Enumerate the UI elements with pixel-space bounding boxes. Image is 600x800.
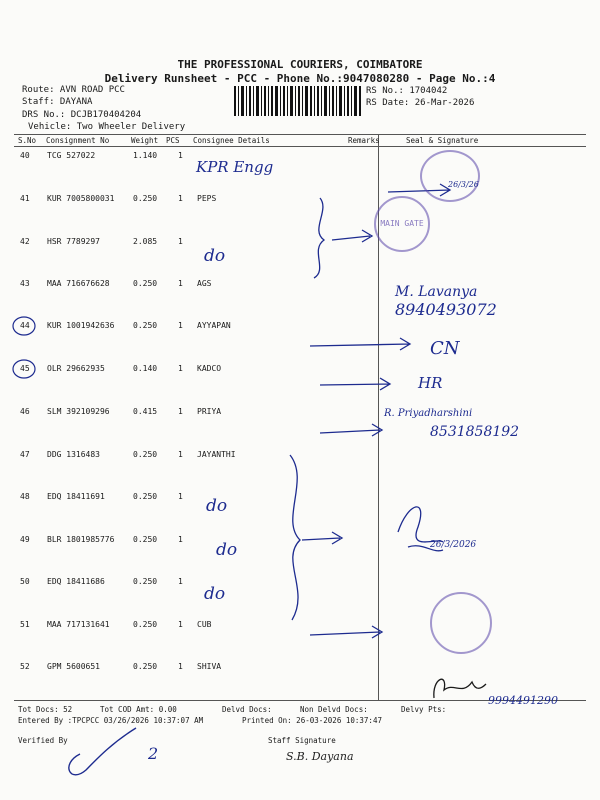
handwritten-phone: 8531858192 [430, 424, 520, 440]
row-pcs: 1 [178, 237, 183, 246]
row-consignment: DDG 1316483 [47, 450, 100, 459]
vehicle-label: Vehicle: Two Wheeler Delivery [28, 122, 186, 132]
row-sno: 49 [20, 535, 30, 544]
circled-row-marks [10, 312, 38, 382]
delivered-docs: Delvd Docs: [222, 705, 272, 714]
handwritten-signature-scribble [388, 492, 448, 562]
drs-number: DRS No.: DCJB170404204 [22, 110, 142, 120]
document-title: THE PROFESSIONAL COURIERS, COIMBATORE [177, 58, 423, 71]
non-delivered-docs: Non Delvd Docs: [300, 705, 368, 714]
seal-stamp [420, 150, 480, 202]
entered-by: Entered By :TPCPCC 03/26/2026 10:37:07 AM [18, 716, 204, 725]
handwritten-signature-scribble [428, 668, 488, 704]
row-weight: 0.250 [133, 492, 158, 501]
row-handwritten-note: do [206, 496, 228, 516]
row-sno: 42 [20, 237, 30, 246]
row-weight: 0.250 [133, 279, 158, 288]
row-sno: 41 [20, 194, 30, 203]
document-subtitle: Delivery Runsheet - PCC - Phone No.:9047080280 - Page No.:4 [104, 72, 496, 85]
row-sno: 47 [20, 450, 30, 459]
row-pcs: 1 [178, 662, 183, 671]
handwritten-phone: 8940493072 [395, 300, 497, 319]
handwritten-mark: CN [430, 338, 460, 359]
row-sno: 50 [20, 577, 30, 586]
row-handwritten-note: KPR Engg [196, 158, 274, 176]
row-pcs: 1 [178, 194, 183, 203]
col-weight-header: Weight [131, 136, 159, 145]
row-weight: 1.140 [133, 151, 158, 160]
row-consignment: SLM 392109296 [47, 407, 110, 416]
delivery-points: Delvy Pts: [401, 705, 447, 714]
row-pcs: 1 [178, 279, 183, 288]
rs-number: RS No.: 1704042 [366, 86, 448, 96]
col-sno-header: S.No [18, 136, 37, 145]
row-pcs: 1 [178, 407, 183, 416]
verified-by-label: Verified By [18, 736, 68, 745]
row-sno: 40 [20, 151, 30, 160]
col-seal-header: Seal & Signature [406, 136, 479, 145]
handwritten-mark: 2 [148, 744, 159, 763]
row-weight: 0.250 [133, 577, 158, 586]
row-handwritten-note: do [216, 540, 238, 560]
row-sno: 51 [20, 620, 30, 629]
row-consignment: EDQ 18411691 [47, 492, 105, 501]
row-pcs: 1 [178, 321, 183, 330]
route-label: Route: AVN ROAD PCC [22, 85, 125, 95]
row-pcs: 1 [178, 151, 183, 160]
row-consignment: HSR 7789297 [47, 237, 100, 246]
total-cod-amount: Tot COD Amt: 0.00 [100, 705, 177, 714]
row-consignment: BLR 1801985776 [47, 535, 115, 544]
row-consignee: AYYAPAN [197, 321, 231, 330]
row-pcs: 1 [178, 577, 183, 586]
row-sno: 45 [20, 364, 30, 373]
row-weight: 0.140 [133, 364, 158, 373]
row-consignee: SHIVA [197, 662, 222, 671]
handwritten-date: 26/3/2026 [430, 540, 477, 550]
row-weight: 0.250 [133, 620, 158, 629]
handwritten-date: 26/3/26 [448, 180, 479, 189]
row-sno: 46 [20, 407, 30, 416]
col-pcs-header: PCS [166, 136, 180, 145]
col-consignee-header: Consignee Details [193, 136, 270, 145]
row-handwritten-note: do [204, 246, 226, 266]
row-sno: 52 [20, 662, 30, 671]
total-docs: Tot Docs: 52 [18, 705, 73, 714]
row-sno: 48 [20, 492, 30, 501]
col-consignment-header: Consignment No [46, 136, 110, 145]
staff-handwritten-signature: S.B. Dayana [286, 750, 354, 763]
row-weight: 0.250 [133, 450, 158, 459]
staff-label: Staff: DAYANA [22, 97, 93, 107]
row-pcs: 1 [178, 450, 183, 459]
row-pcs: 1 [178, 492, 183, 501]
staff-signature-label: Staff Signature [268, 736, 336, 745]
row-consignment: EDQ 18411686 [47, 577, 105, 586]
verified-signature-scribble [60, 724, 140, 784]
main-gate-stamp: MAIN GATE [374, 196, 430, 252]
row-weight: 0.250 [133, 194, 158, 203]
row-consignee: CUB [197, 620, 212, 629]
row-consignment: KUR 7005800031 [47, 194, 115, 203]
rs-date: RS Date: 26-Mar-2026 [366, 98, 475, 108]
row-consignment: OLR 29662935 [47, 364, 105, 373]
row-weight: 0.250 [133, 662, 158, 671]
handwritten-signature: R. Priyadharshini [384, 408, 473, 419]
row-consignee: PRIYA [197, 407, 222, 416]
row-consignee: PEPS [197, 194, 217, 203]
row-consignment: TCG 527022 [47, 151, 96, 160]
handwritten-signature: M. Lavanya [395, 284, 478, 300]
col-remarks-header: Remarks [348, 136, 380, 145]
row-consignment: GPM 5600651 [47, 662, 100, 671]
row-consignee: KADCO [197, 364, 222, 373]
row-consignment: MAA 716676628 [47, 279, 110, 288]
row-consignee: AGS [197, 279, 212, 288]
printed-on: Printed On: 26-03-2026 10:37:47 [242, 716, 382, 725]
seal-stamp [430, 592, 492, 654]
row-weight: 0.250 [133, 535, 158, 544]
row-sno: 43 [20, 279, 30, 288]
row-weight: 2.085 [133, 237, 158, 246]
row-pcs: 1 [178, 620, 183, 629]
row-consignment: KUR 1001942636 [47, 321, 115, 330]
row-sno: 44 [20, 321, 30, 330]
row-weight: 0.415 [133, 407, 158, 416]
handwritten-mark: HR [418, 374, 443, 392]
handwritten-phone: 9994491290 [488, 694, 558, 707]
row-handwritten-note: do [204, 584, 226, 604]
row-pcs: 1 [178, 364, 183, 373]
row-consignment: MAA 717131641 [47, 620, 110, 629]
barcode-image [234, 86, 362, 116]
row-consignee: JAYANTHI [197, 450, 236, 459]
row-weight: 0.250 [133, 321, 158, 330]
row-pcs: 1 [178, 535, 183, 544]
